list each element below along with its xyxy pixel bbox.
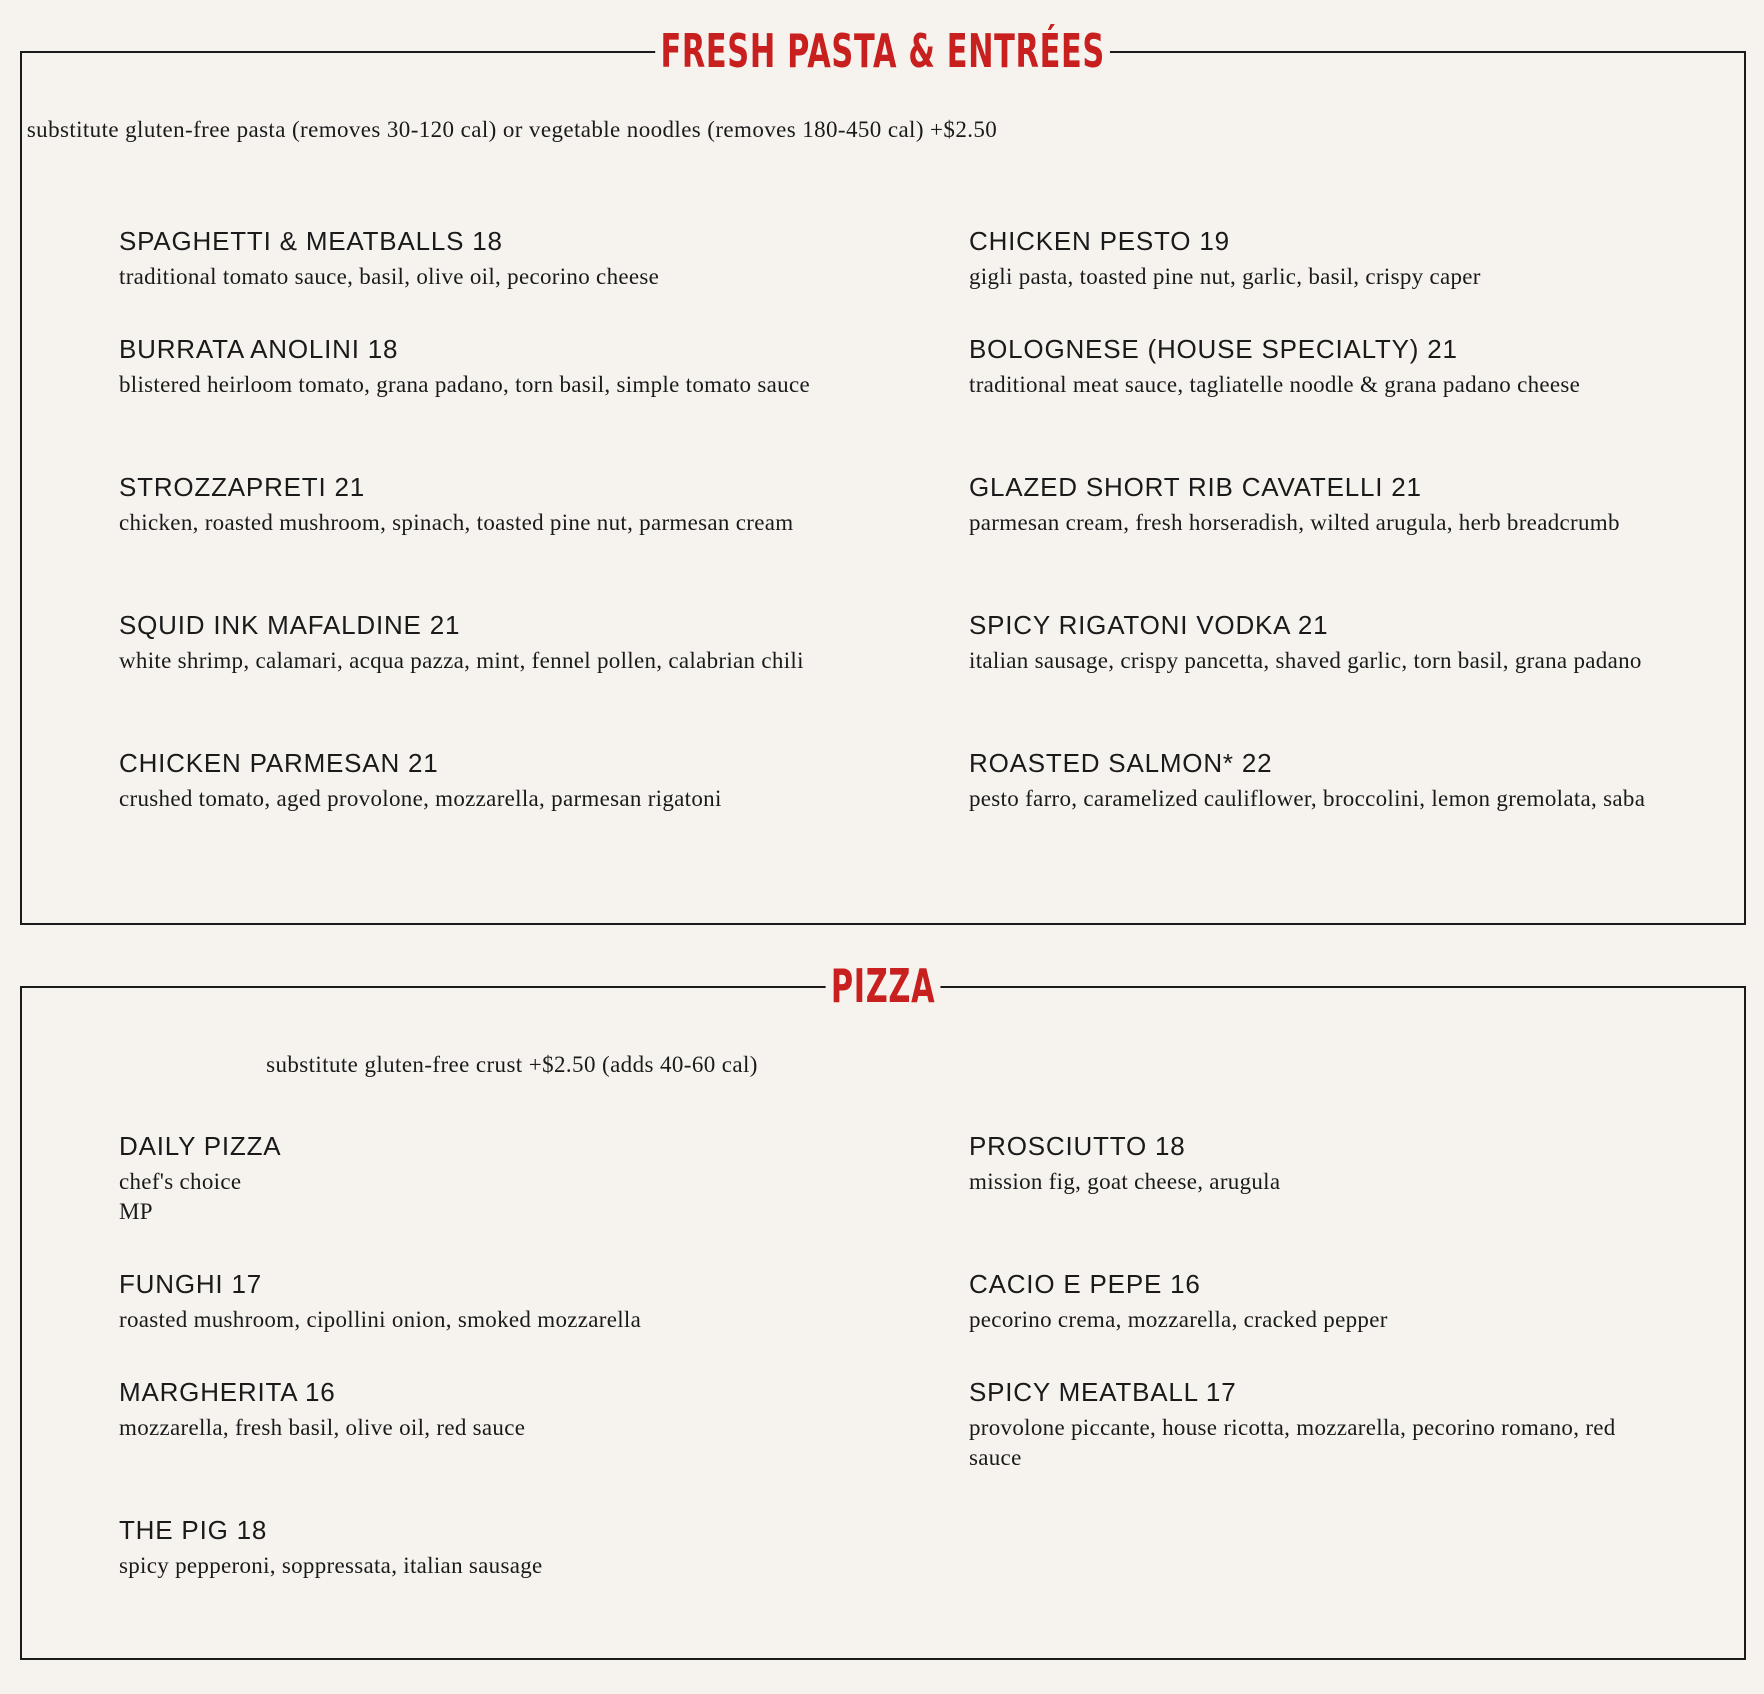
pizza-substitution-note: substitute gluten-free crust +$2.50 (adds 40-60 cal) [266, 1052, 758, 1077]
menu-item-burrata-anolini [119, 333, 819, 400]
item-name: SPAGHETTI & MEATBALLS 18 [119, 226, 503, 256]
item-name: ROASTED SALMON* 22 [969, 748, 1273, 778]
menu-item-bolognese [969, 333, 1669, 400]
item-description: chef's choice [119, 1169, 242, 1194]
item-description: provolone piccante, house ricotta, mozzarella, pecorino romano, red sauce [969, 1415, 1616, 1470]
pasta-substitution-note: substitute gluten-free pasta (removes 30-120 cal) or vegetable noodles (removes 180-450 cal) +$2.50 [26, 117, 998, 142]
menu-item-the-pig [119, 1514, 819, 1581]
menu-item-strozzapreti [119, 471, 819, 538]
menu-item-chicken-parmesan [119, 747, 819, 814]
item-name: MARGHERITA 16 [119, 1377, 336, 1407]
menu-item-glazed-short-rib-cavatelli [969, 471, 1669, 538]
item-name: THE PIG 18 [119, 1515, 268, 1545]
item-name: DAILY PIZZA [119, 1131, 282, 1161]
menu-item-spaghetti-meatballs [119, 225, 819, 292]
menu-item-margherita [119, 1376, 819, 1443]
item-description: gigli pasta, toasted pine nut, garlic, basil, crispy caper [969, 264, 1481, 289]
item-description: blistered heirloom tomato, grana padano, torn basil, simple tomato sauce [119, 372, 810, 397]
item-description: pesto farro, caramelized cauliflower, broccolini, lemon gremolata, saba [969, 786, 1646, 811]
pasta-section [20, 24, 1746, 925]
item-description: white shrimp, calamari, acqua pazza, mint, fennel pollen, calabrian chili [119, 648, 804, 673]
item-description: crushed tomato, aged provolone, mozzarella, parmesan rigatoni [119, 786, 722, 811]
menu-item-cacio-e-pepe [969, 1268, 1669, 1335]
item-name: CHICKEN PESTO 19 [969, 226, 1230, 256]
item-name: SPICY MEATBALL 17 [969, 1377, 1237, 1407]
item-name: BOLOGNESE (HOUSE SPECIALTY) 21 [969, 334, 1458, 364]
item-name: FUNGHI 17 [119, 1269, 263, 1299]
item-name: CACIO E PEPE 16 [969, 1269, 1201, 1299]
item-name: CHICKEN PARMESAN 21 [119, 748, 439, 778]
item-description: pecorino crema, mozzarella, cracked pepper [969, 1307, 1388, 1332]
item-name: STROZZAPRETI 21 [119, 472, 366, 502]
item-name: PROSCIUTTO 18 [969, 1131, 1186, 1161]
menu-item-squid-ink-mafaldine [119, 609, 819, 676]
item-name: SPICY RIGATONI VODKA 21 [969, 610, 1329, 640]
item-description: traditional meat sauce, tagliatelle noodle & grana padano cheese [969, 372, 1581, 397]
item-description: traditional tomato sauce, basil, olive oil, pecorino cheese [119, 264, 660, 289]
menu-item-spicy-rigatoni-vodka [969, 609, 1669, 676]
item-description: mission fig, goat cheese, arugula [969, 1169, 1281, 1194]
item-name: SQUID INK MAFALDINE 21 [119, 610, 461, 640]
menu-item-prosciutto [969, 1130, 1669, 1197]
pasta-section-title: FRESH PASTA & ENTRÉES [655, 21, 1110, 81]
item-description: chicken, roasted mushroom, spinach, toasted pine nut, parmesan cream [119, 510, 794, 535]
pizza-section-title: PIZZA [826, 956, 941, 1016]
menu-item-spicy-meatball [969, 1376, 1669, 1473]
item-description: italian sausage, crispy pancetta, shaved garlic, torn basil, grana padano [969, 648, 1642, 673]
menu-item-daily-pizza [119, 1130, 819, 1227]
item-description: spicy pepperoni, soppressata, italian sausage [119, 1553, 543, 1578]
menu-item-chicken-pesto [969, 225, 1669, 292]
item-description: mozzarella, fresh basil, olive oil, red sauce [119, 1415, 526, 1440]
item-name: BURRATA ANOLINI 18 [119, 334, 399, 364]
item-description: parmesan cream, fresh horseradish, wilted arugula, herb breadcrumb [969, 510, 1620, 535]
item-description: roasted mushroom, cipollini onion, smoked mozzarella [119, 1307, 642, 1332]
menu-item-funghi [119, 1268, 819, 1335]
menu-item-roasted-salmon [969, 747, 1669, 814]
item-price: MP [119, 1199, 153, 1224]
item-name: GLAZED SHORT RIB CAVATELLI 21 [969, 472, 1422, 502]
pizza-section [20, 959, 1746, 1660]
